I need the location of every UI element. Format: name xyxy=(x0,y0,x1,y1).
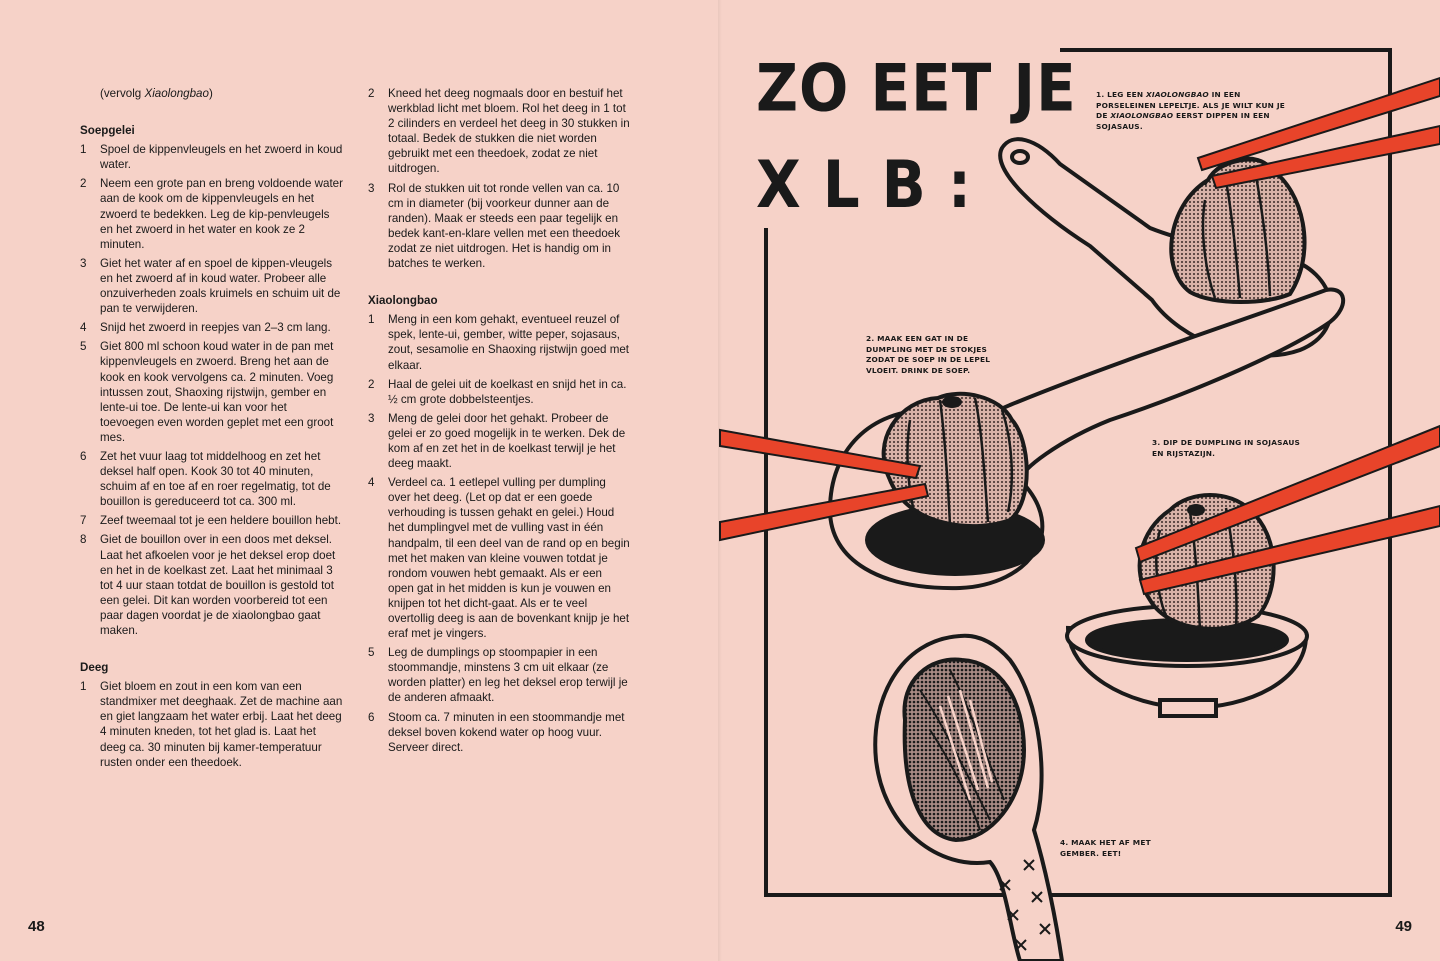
section-title-xiaolongbao: Xiaolongbao xyxy=(368,294,438,308)
step-text: Giet 800 ml schoon koud water in de pan met kippenvleugels en zwoerd. Breng het aan de kook en kook vervolgens ca. 2 minuten. Voeg intussen zout, Shaoxing rijstwijn, gember en lente-ui toe. De lente-ui kan voor het toevoegen even worden geplet met een groot mes. xyxy=(100,340,334,444)
step-text: Giet het water af en spoel de kippen-vleugels en het zwoerd af in koud water. Probeer alle onzuiverheden zoals kruimels en schuim uit de pan te verwijderen. xyxy=(100,256,341,316)
step-number: 2 xyxy=(80,177,87,191)
step-number: 2 xyxy=(368,87,375,100)
step-text: Kneed het deeg nogmaals door en bestuif het werkblad licht met bloem. Rol het deeg in 1 tot 2 cilinders en verdeel het deeg in 30 stukken in totaal. Bedek de stukken die niet worden gebruikt met een theedoek, zodat ze niet uitdrogen. xyxy=(388,87,630,176)
step-number: 6 xyxy=(368,710,375,724)
step-number: 1 xyxy=(368,313,375,327)
step-text: Meng in een kom gehakt, eventueel reuzel of spek, lente-ui, gember, witte peper, sojasaus, zout, sesamolie en Shaoxing rijstwijn goed met elkaar. xyxy=(388,313,630,372)
step-number: 7 xyxy=(80,514,87,528)
step-number: 2 xyxy=(368,377,375,391)
step-text: Neem een grote pan en breng voldoende water aan de kook om de kippenvleugels en het zwoerd te bedekken. Leg de kip-penvleugels en het zwoerd in het water en kook ze 2 minuten. xyxy=(100,177,343,251)
page-number-right: 49 xyxy=(1395,918,1412,935)
step-number: 1 xyxy=(80,680,87,694)
step-number: 1 xyxy=(80,143,87,157)
step-number: 4 xyxy=(80,321,87,335)
continued-note: (vervolg Xiaolongbao) xyxy=(100,87,213,100)
step-number: 5 xyxy=(80,340,87,354)
step-text: Meng de gelei door het gehakt. Probeer de gelei er zo goed mogelijk in te werken. Dek de kom af en zet het in de koelkast terwijl je het deeg maakt. xyxy=(388,411,626,471)
headline-line-2: XLB: xyxy=(756,146,994,223)
headline-line-1: ZO EET JE xyxy=(756,50,1077,127)
step-number: 4 xyxy=(368,476,375,490)
step-number: 3 xyxy=(368,411,375,425)
callout-step-2: 2. MAAK EEN GAT IN DE DUMPLING MET DE STOKJES ZODAT DE SOEP IN DE LEPEL VLOEIT. DRINK DE SOEP. xyxy=(866,334,991,375)
section-title-deeg: Deeg xyxy=(80,661,109,675)
step-text: Verdeel ca. 1 eetlepel vulling per dumpling over het deeg. (Let op dat er een goede verhouding is tussen gehakt en gelei.) Houd het dumplingvel met de vulling vast in één handpalm, til een deel van de rand op en begin met het maken van kleine vouwen totdat je rondom vouwen hebt gemaakt. Als er een open gat in het midden is kun je vouwen en knijpen tot het dicht-gaat. Als er te veel overtollig deeg is aan de bovenkant knijp je het eraf met je vingers. xyxy=(388,476,630,641)
step-text: Giet bloem en zout in een kom van een standmixer met deeghaak. Zet de machine aan en giet langzaam het water erbij. Laat het deeg 4 minuten kneden, tot het glad is. Laat het deeg ca. 30 minuten bij kamer-temperatuur rusten onder een theedoek. xyxy=(100,680,343,769)
step-number: 3 xyxy=(80,256,87,270)
step-text: Leg de dumplings op stoompapier in een stoommandje, minstens 3 cm uit elkaar (ze worden platter) en leg het deksel erop terwijl je de anderen afmaakt. xyxy=(388,646,628,705)
step-number: 3 xyxy=(368,181,375,195)
step-text: Haal de gelei uit de koelkast en snijd het in ca. ½ cm grote dobbelsteentjes. xyxy=(388,377,627,406)
step-number: 8 xyxy=(80,533,87,547)
step-text: Zeef tweemaal tot je een heldere bouillon hebt. xyxy=(100,514,342,528)
step-text: Snijd het zwoerd in reepjes van 2–3 cm lang. xyxy=(100,321,331,335)
step-text: Spoel de kippenvleugels en het zwoerd in koud water. xyxy=(100,143,343,172)
callout-step-1: 1. LEG EEN XIAOLONGBAO IN EEN PORSELEINEN LEPELTJE. ALS JE WILT KUN JE DE XIAOLONGBAO EERST DIPPEN IN EEN SOJASAUS. xyxy=(1096,90,1286,131)
step-number: 5 xyxy=(368,646,375,660)
step-number: 6 xyxy=(80,449,87,463)
callout-step-3: 3. DIP DE DUMPLING IN SOJASAUS EN RIJSTAZIJN. xyxy=(1152,438,1301,458)
callout-step-4: 4. MAAK HET AF MET GEMBER. EET! xyxy=(1060,838,1151,858)
page-number-left: 48 xyxy=(28,918,45,935)
step-text: Stoom ca. 7 minuten in een stoommandje met deksel boven kokend water op hoog vuur. Serveer direct. xyxy=(388,710,625,754)
headline xyxy=(756,40,1077,233)
step-text: Rol de stukken uit tot ronde vellen van ca. 10 cm in diameter (bij voorkeur dunner aan de randen). Maak er steeds een paar tegelijk en bedek kant-en-klare vellen met een theedoek zodat ze niet uitdrogen. Het is handig om in batches te werken. xyxy=(388,181,621,271)
section-title-soepgelei: Soepgelei xyxy=(80,124,135,138)
step-text: Giet de bouillon over in een doos met deksel. Laat het afkoelen voor je het deksel erop doet en het in de koelkast zet. Laat het minimaal 3 tot 4 uur staan totdat de bouillon is gestold tot een gelei. Dit kan worden voorbereid tot een paar dagen voordat je de xiaolongbao gaat maken. xyxy=(100,533,336,637)
step-text: Zet het vuur laag tot middelhoog en zet het deksel half open. Kook 30 tot 40 minuten, schuim af en toe af en roer regelmatig, tot de bouillon is gereduceerd tot ca. 300 ml. xyxy=(100,449,331,509)
